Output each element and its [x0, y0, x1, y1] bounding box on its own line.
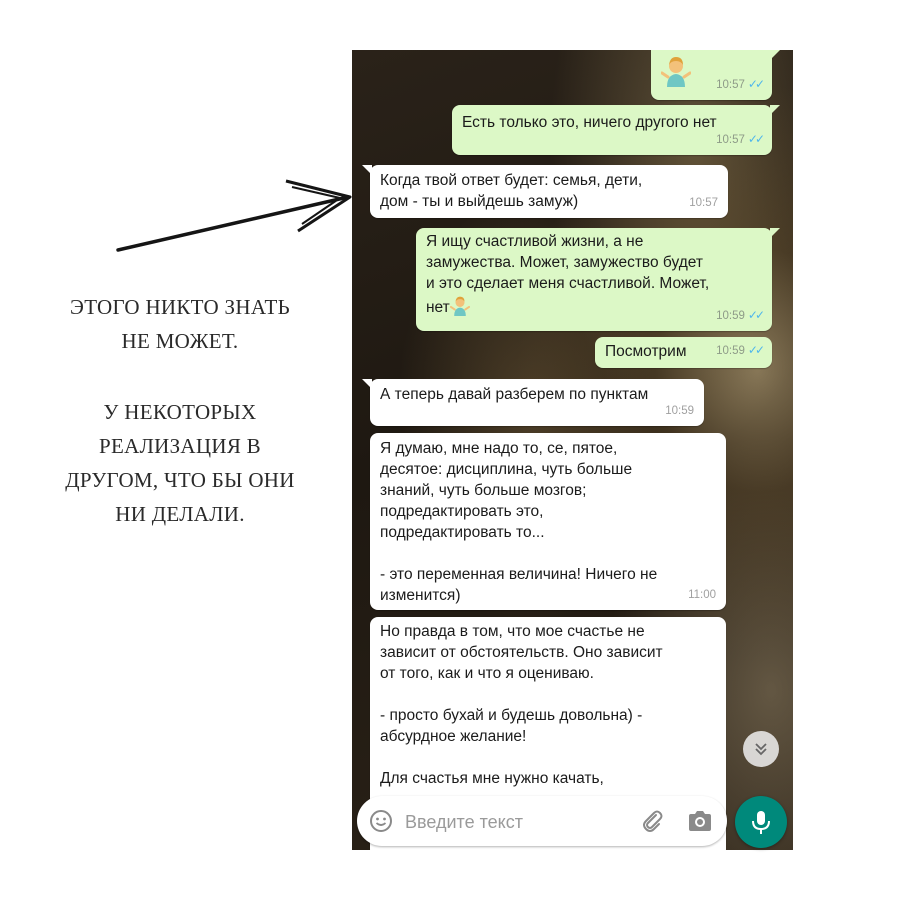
- person-shrugging-emoji-icon: [450, 294, 470, 316]
- message-time: 10:57: [716, 134, 745, 146]
- smile-icon[interactable]: [369, 809, 393, 838]
- message-meta: [716, 129, 762, 151]
- message-time: 10:59: [716, 310, 745, 322]
- message-time: 10:59: [716, 345, 745, 357]
- pointer-arrow-icon: [110, 175, 360, 265]
- message-incoming[interactable]: [370, 433, 726, 610]
- read-ticks-icon: ✓✓: [747, 343, 762, 357]
- caption-line: ЭТОГО НИКТО ЗНАТЬ: [70, 295, 290, 319]
- microphone-button[interactable]: [735, 796, 787, 848]
- caption-line: ДРУГОМ, ЧТО БЫ ОНИ: [65, 468, 295, 492]
- message-meta: [716, 305, 762, 327]
- read-ticks-icon: ✓✓: [747, 308, 762, 322]
- caption-paragraph-2: [30, 395, 330, 531]
- message-incoming[interactable]: [370, 379, 704, 426]
- message-outgoing[interactable]: [651, 50, 772, 100]
- message-text: А теперь давай разберем по пунктам: [380, 386, 649, 403]
- caption-line: НИ ДЕЛАЛИ.: [115, 502, 245, 526]
- message-time: 10:57: [716, 79, 745, 91]
- caption-line: РЕАЛИЗАЦИЯ В: [99, 434, 261, 458]
- message-text: Когда твой ответ будет: семья, дети, дом - ты и выйдешь замуж): [380, 172, 643, 210]
- chevrons-down-icon: [753, 741, 769, 757]
- message-text: Посмотрим: [605, 343, 687, 360]
- message-meta: [688, 585, 716, 606]
- message-text: Я думаю, мне надо то, се, пятое, десятое: дисциплина, чуть больше знаний, чуть больше мозгов; подредактировать это, подредактировать то... - это переменная величина! Ничего не изменится): [380, 440, 658, 604]
- message-meta: [665, 401, 694, 422]
- message-meta: [716, 74, 762, 96]
- caption-line: У НЕКОТОРЫХ: [103, 400, 257, 424]
- read-ticks-icon: ✓✓: [747, 77, 762, 91]
- person-shrugging-emoji-icon: [661, 53, 691, 87]
- caption-paragraph-1: [30, 290, 330, 358]
- message-time: 10:59: [665, 405, 694, 417]
- message-text: Но правда в том, что мое счастье не зависит от обстоятельств. Оно зависит от того, как и что я оцениваю. - просто бухай и будешь довольна) - абсурдное желание! Для счастья мне нужно качать,: [380, 623, 663, 787]
- message-time: 10:57: [689, 197, 718, 209]
- message-text-content: Я ищу счастливой жизни, а не замужества. Может, замужество будет и это сделает меня счастливой. Может, нет: [426, 233, 710, 316]
- message-meta: [716, 340, 762, 362]
- message-composer: [357, 796, 727, 846]
- paperclip-icon[interactable]: [639, 808, 665, 839]
- message-incoming[interactable]: [370, 165, 728, 218]
- message-input[interactable]: [403, 806, 627, 838]
- read-ticks-icon: ✓✓: [747, 132, 762, 146]
- message-text: Есть только это, ничего другого нет: [462, 114, 717, 131]
- caption-line: НЕ МОЖЕТ.: [121, 329, 239, 353]
- chat-window[interactable]: [352, 50, 793, 850]
- message-meta: [689, 193, 718, 214]
- message-time: 11:00: [688, 589, 716, 601]
- microphone-icon: [750, 809, 772, 835]
- message-outgoing[interactable]: [416, 228, 772, 331]
- message-text: [426, 231, 762, 318]
- message-outgoing[interactable]: [452, 105, 772, 155]
- message-outgoing[interactable]: [595, 337, 772, 368]
- scroll-down-button[interactable]: [743, 731, 779, 767]
- camera-icon[interactable]: [687, 809, 713, 838]
